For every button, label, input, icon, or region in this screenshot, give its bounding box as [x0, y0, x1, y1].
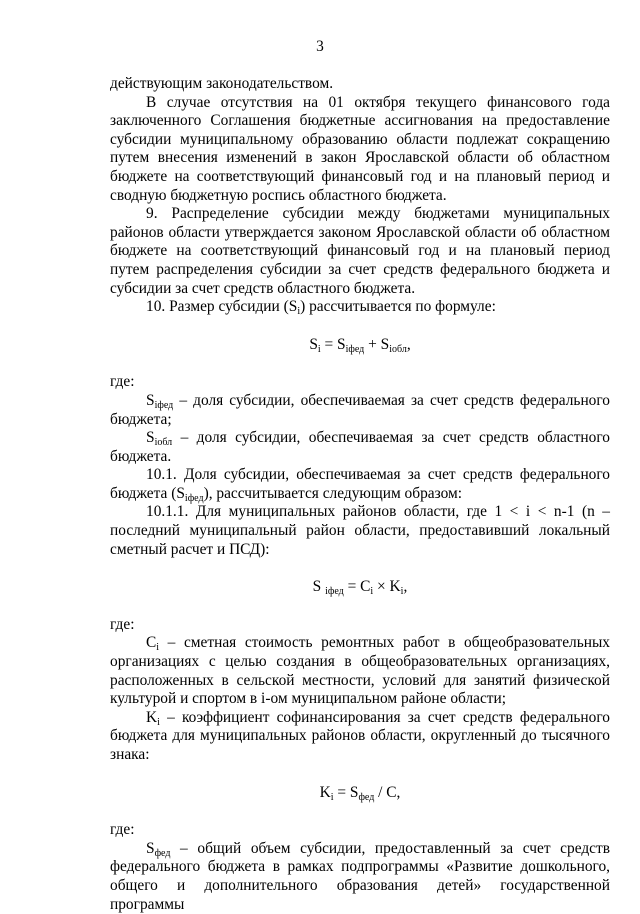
formula-subsidy-total: $S_i = S_{iфед} + S_{iобл}$, — [309, 335, 411, 355]
paragraph-item-10: 10. Размер субсидии $(S_i)$ рассчитывается по формуле: — [146, 298, 496, 318]
paragraph-item-10-1-1: 10.1.1. Для муниципальных районов области, где 1 < i < n-1 (n – последний муниципальный район области, предоставивший локальный сметный расчет и ПСД): — [110, 503, 610, 558]
where-label: где: — [110, 615, 135, 633]
paragraph-item-10-1: 10.1. Доля субсидии, обеспечиваемая за счет средств федерального бюджета $(S_{iфед})$, рассчитывается следующим образом: — [110, 466, 610, 504]
formula-cofinancing-coefficient: $K_i = S_{фед} / C$, — [319, 783, 401, 803]
where-label: где: — [110, 373, 135, 391]
where-label: где: — [110, 821, 135, 839]
definition-s-iobl: $S_{iобл}$ – доля субсидии, обеспечиваемая за счет средств областного бюджета. — [110, 429, 610, 465]
definition-s-fed: $S_{фед}$ – общий объем субсидии, предоставленный за счет средств федерального бюджета в рамках подпрограммы «Развитие дошкольного, общего и дополнительного образования детей» государственной программы — [110, 839, 610, 913]
paragraph-item-9: 9. Распределение субсидии между бюджетами муниципальных районов области утверждается законом Ярославской области об областном бюджете на соответствующий финансовый год и на плановый период путем распределения субсидии за счет средств федерального бюджета и субсидии за счет средств областного бюджета. — [110, 205, 610, 297]
page-number: 3 — [316, 38, 324, 55]
paragraph-october-clause: В случае отсутствия на 01 октября текущего финансового года заключенного Соглашения бюджетные ассигнования на предоставление субсидии муниципальному образованию области подлежат сокращению путем внесения изменений в закон Ярославской области об областном бюджете на соответствующий финансовый год и на плановый период и сводную бюджетную роспись областного бюджета. — [110, 93, 610, 204]
document-body — [110, 75, 610, 914]
definition-k-i: $K_i$ – коэффициент софинансирования за счет средств федерального бюджета для муниципальных районов области, округленный до тысячного знака: — [110, 708, 610, 763]
definition-c-i: $C_i$ – сметная стоимость ремонтных работ в общеобразовательных организациях с целью создания в общеобразовательных организациях, расположенных в сельской местности, условий для занятий физической культурой и спортом в i-ом муниципальном районе области; — [110, 634, 610, 708]
definition-s-ifed: $S_{iфед}$ – доля субсидии, обеспечиваемая за счет средств федерального бюджета; — [110, 391, 610, 428]
paragraph-continuation: действующим законодательством. — [110, 75, 334, 92]
formula-federal-share: S $_{iфед} = C_i \times K_i$, — [312, 578, 408, 598]
